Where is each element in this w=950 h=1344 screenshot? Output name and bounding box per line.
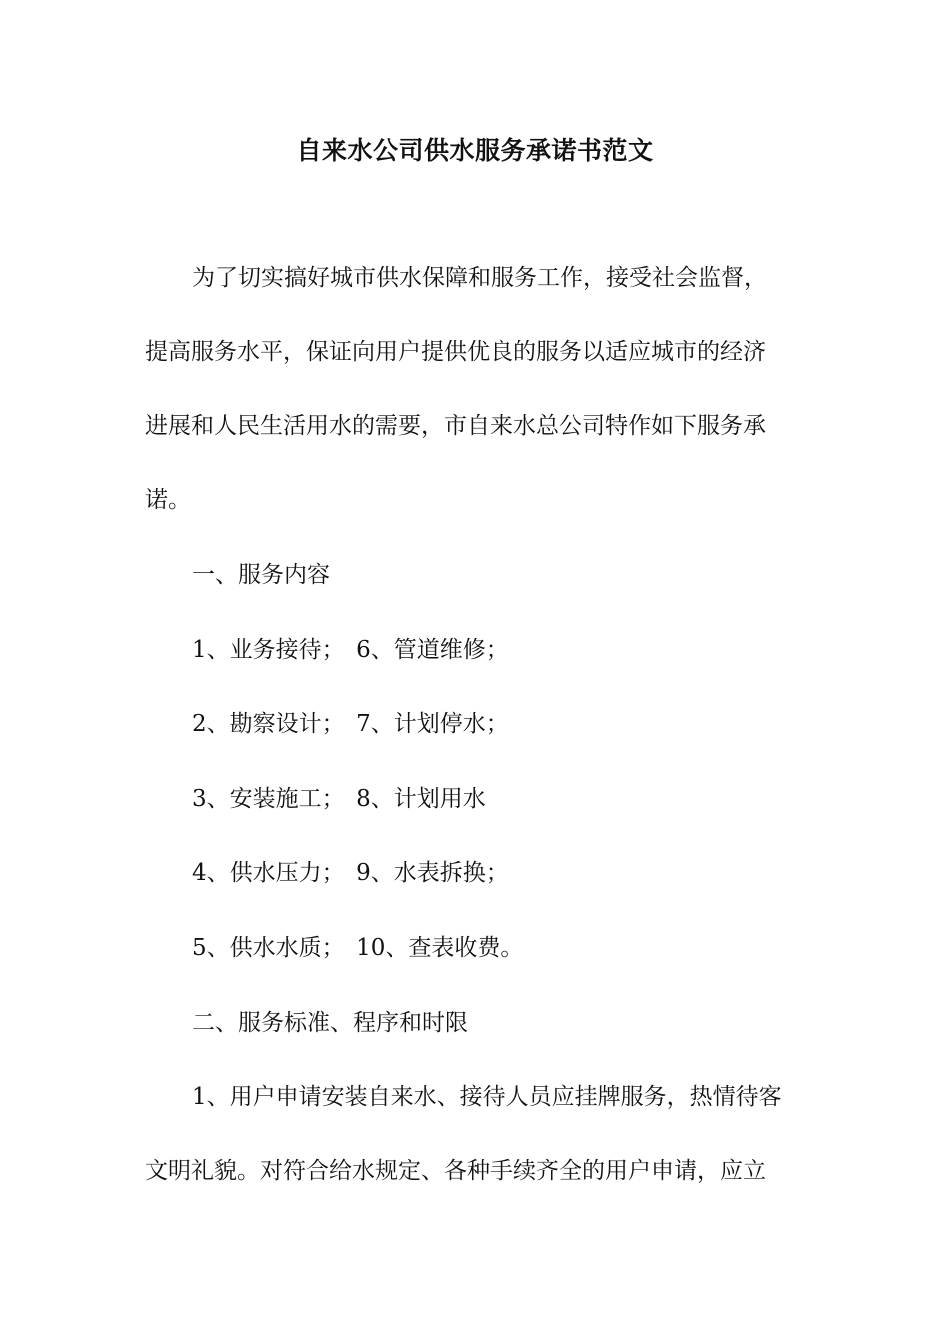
section-heading-service-content: 一、服务内容 — [192, 562, 330, 588]
paragraph-intro-line-3: 进展和人民生活用水的需要，市自来水总公司特作如下服务承 — [145, 413, 766, 439]
paragraph-intro-line-4: 诺。 — [145, 487, 191, 513]
service-list-item: 5、供水水质； 10、查表收费。 — [192, 935, 524, 961]
paragraph-standard-line-1: 1、用户申请安装自来水、接待人员应挂牌服务，热情待客 — [192, 1084, 782, 1110]
paragraph-standard-line-2: 文明礼貌。对符合给水规定、各种手续齐全的用户申请，应立 — [145, 1158, 766, 1184]
section-heading-service-standards: 二、服务标准、程序和时限 — [192, 1010, 468, 1036]
service-list-item: 1、业务接待； 6、管道维修； — [192, 637, 509, 663]
paragraph-intro-line-1: 为了切实搞好城市供水保障和服务工作，接受社会监督， — [192, 265, 767, 291]
document-title: 自来水公司供水服务承诺书范文 — [296, 136, 654, 165]
service-list-item: 2、勘察设计； 7、计划停水； — [192, 711, 509, 737]
service-list-item: 4、供水压力； 9、水表拆换； — [192, 860, 509, 886]
service-list-item: 3、安装施工； 8、计划用水 — [192, 786, 486, 812]
paragraph-intro-line-2: 提高服务水平，保证向用户提供优良的服务以适应城市的经济 — [145, 339, 766, 365]
